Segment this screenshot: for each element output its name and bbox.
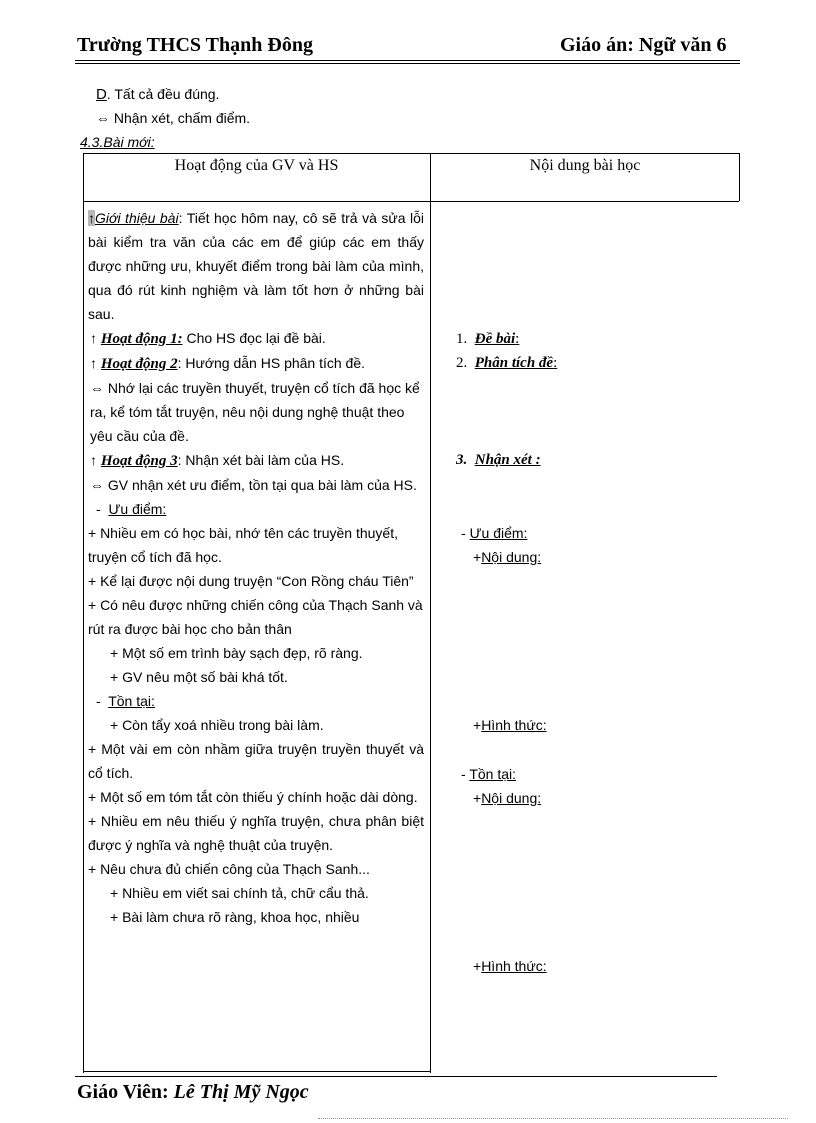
- section-title: 4.3.Bài mới:: [80, 134, 155, 150]
- arrow-up-icon: ↑: [90, 355, 97, 371]
- list-item: + Kể lại được nội dung truyện “Con Rồng cháu Tiên”: [88, 573, 414, 589]
- activity-3: [88, 448, 424, 473]
- table-bottom-border: [83, 1071, 431, 1072]
- list-item: + Một số em trình bày sạch đẹp, rõ ràng.: [110, 645, 363, 661]
- arrow-up-icon: ↑: [90, 452, 97, 468]
- option-d-text: . Tất cả đều đúng.: [106, 86, 220, 102]
- col-header-content: Nội dung bài học: [529, 157, 641, 174]
- col-header-activities: Hoạt động của GV và HS: [174, 157, 339, 174]
- activity-2: [88, 351, 424, 376]
- content-de-bai: 1. Đề bài:: [456, 331, 520, 347]
- phan-tich-label: Phân tích đề: [474, 355, 554, 371]
- weaknesses-label: Tồn tại:: [108, 693, 155, 709]
- footer-dotted-line: [318, 1118, 788, 1119]
- list-item: + Một số em tóm tắt còn thiếu ý chính hoặc dài dòng.: [88, 789, 418, 805]
- content-phan-tich: 2. Phân tích đề:: [456, 355, 558, 371]
- strengths-heading: - Ưu điểm:: [96, 501, 167, 517]
- list-item: + Nhiều em viết sai chính tả, chữ cẩu thả.: [110, 885, 369, 901]
- table-left-border: [83, 153, 84, 1073]
- arrow-up-icon: ↑: [90, 330, 97, 346]
- list-item: + Một vài em còn nhầm giữa truyện truyền thuyết và cổ tích.: [88, 741, 424, 781]
- content-hinh-thuc-1: +Hình thức:: [473, 717, 547, 733]
- header-school: Trường THCS Thạnh Đông: [77, 34, 313, 56]
- activity-3-detail: ⇔ GV nhận xét ưu điểm, tồn tại qua bài làm của HS.: [90, 477, 417, 493]
- nhan-xet-label: Nhận xét :: [474, 452, 541, 468]
- activity-3-text: : Nhận xét bài làm của HS.: [177, 452, 345, 468]
- table-middle-border: [430, 153, 431, 1073]
- activity-1-text: Cho HS đọc lại đề bài.: [182, 330, 326, 346]
- weaknesses-heading: - Tồn tại:: [96, 693, 155, 709]
- content-noi-dung-2: +Nội dung:: [473, 790, 542, 806]
- table-right-border: [739, 153, 740, 201]
- list-item: + Có nêu được những chiến công của Thạch Sanh và rút ra được bài học cho bản thân: [88, 597, 423, 637]
- list-item: + Nhiều em nêu thiếu ý nghĩa truyện, chưa phân biệt được ý nghĩa và nghệ thuật của truyện.: [88, 813, 424, 853]
- header-lesson-plan: Giáo án: Ngữ văn 6: [560, 34, 727, 56]
- activity-2-detail: ⇔ Nhớ lại các truyền thuyết, truyện cổ tích đã học kể ra, kể tóm tắt truyện, nêu nội dung nghệ thuật theo yêu cầu của đề.: [90, 380, 420, 444]
- list-item: + Nhiều em có học bài, nhớ tên các truyền thuyết, truyện cổ tích đã học.: [88, 525, 398, 565]
- content-hinh-thuc-2: +Hình thức:: [473, 958, 547, 974]
- list-item: + Nêu chưa đủ chiến công của Thạch Sanh...: [88, 861, 370, 877]
- content-uu-diem: - Ưu điểm:: [461, 525, 528, 541]
- content-ton-tai: - Tồn tại:: [461, 766, 517, 782]
- de-bai-label: Đề bài: [474, 331, 516, 347]
- content-nhan-xet: 3. Nhận xét :: [456, 452, 541, 468]
- table-header-border: [83, 201, 739, 202]
- activities-column: [88, 206, 424, 929]
- list-item: + Bài làm chưa rõ ràng, khoa học, nhiều: [110, 909, 360, 925]
- teacher-name: Lê Thị Mỹ Ngọc: [173, 1081, 309, 1103]
- arrow-up-icon: ↑: [88, 210, 95, 226]
- activity-1: [88, 326, 424, 351]
- header-divider-2: [75, 63, 740, 64]
- activity-2-text: : Hướng dẫn HS phân tích đề.: [177, 355, 366, 371]
- intro-paragraph: [88, 206, 424, 326]
- activity-1-label: Hoạt động 1:: [100, 331, 183, 347]
- list-item: + Còn tẩy xoá nhiều trong bài làm.: [110, 717, 324, 733]
- grading-note: ⇔ Nhận xét, chấm điểm.: [96, 110, 251, 126]
- intro-text: : Tiết học hôm nay, cô sẽ trả và sửa lỗi bài kiểm tra văn của các em để giúp các em thấy được những ưu, khuyết điểm trong bài làm của mình, qua đó rút kinh nghiệm và làm tốt hơn ở những bài sau.: [88, 210, 424, 322]
- table-top-border: [83, 153, 739, 154]
- teacher-label: Giáo Viên:: [77, 1081, 174, 1103]
- footer-divider: [75, 1076, 717, 1077]
- header-divider: [75, 60, 740, 61]
- activity-2-label: Hoạt động 2: [100, 356, 178, 372]
- footer-teacher: [77, 1081, 309, 1104]
- activity-3-label: Hoạt động 3: [100, 453, 178, 469]
- list-item: + GV nêu một số bài khá tốt.: [110, 669, 288, 685]
- option-d-letter: D: [96, 86, 107, 103]
- content-noi-dung-1: +Nội dung:: [473, 549, 542, 565]
- option-d: [96, 86, 219, 103]
- strengths-label: Ưu điểm:: [108, 501, 167, 517]
- intro-label: Giới thiệu bài: [95, 210, 179, 226]
